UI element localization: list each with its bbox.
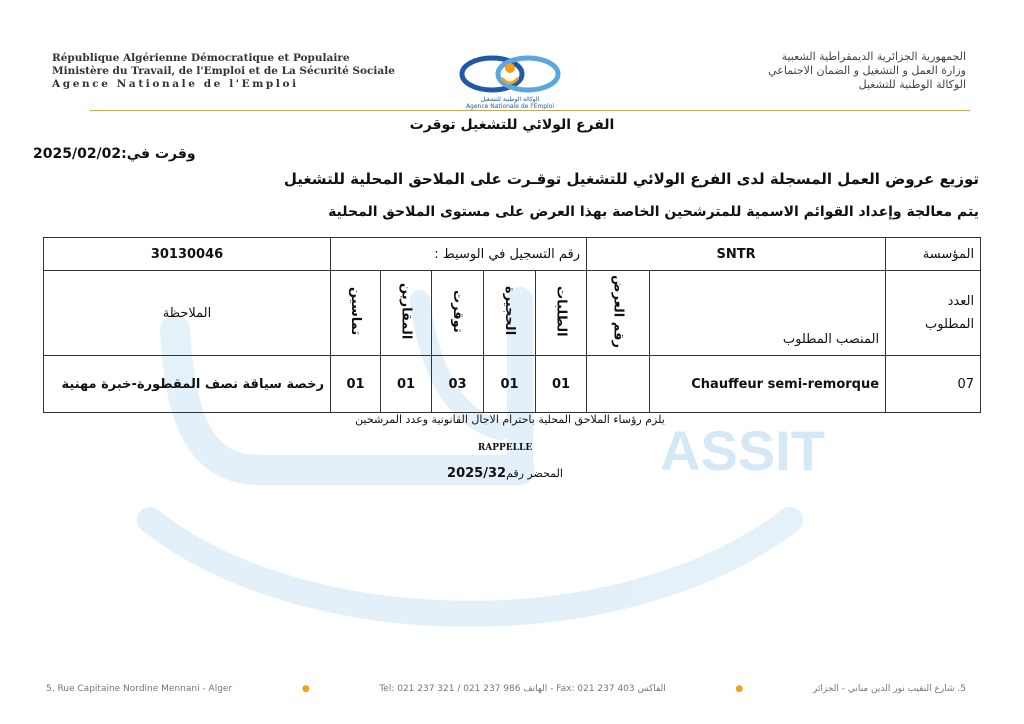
cell-touggourt: 03 [432, 356, 484, 413]
header-touggourt-text: توقرت [450, 289, 466, 333]
document-date [33, 146, 196, 162]
job-offers-table [43, 237, 981, 413]
header-french [52, 52, 432, 91]
header-meggarine-text: المقارين [398, 282, 414, 340]
header-hjira-text: الحجيرة [502, 286, 518, 336]
header-requests-text: الطلبات [553, 285, 569, 337]
table-row [44, 356, 981, 413]
header-count-line-2: المطلوب [925, 317, 975, 332]
cell-tamacine: 01 [331, 356, 381, 413]
header-position: المنصب المطلوب [650, 271, 886, 356]
footer-address-fr: 5. Rue Capitaine Nordine Mennani - Alger [46, 684, 233, 694]
header-tamacine [331, 271, 381, 356]
header-offer-number-text: رقم العرض [610, 274, 626, 348]
cell-hjira: 01 [484, 356, 536, 413]
footer-address [46, 684, 966, 694]
watermark-text: ASSIT [660, 419, 825, 482]
institution-value: SNTR [587, 238, 886, 271]
header-ar-line-1: الجمهورية الجزائرية الديمقراطية الشعبية [781, 50, 966, 63]
pv-value: 2025/32 [447, 466, 507, 481]
header-count [886, 271, 981, 356]
logo-caption [445, 96, 575, 110]
registration-value: 30130046 [44, 238, 331, 271]
footnote: يلزم رؤساء الملاحق المحلية باحترام الاجال القانونية وعدد المرشحين [355, 413, 665, 426]
intro-line-1: توزيع عروض العمل المسجلة لدى الفرع الولائي للتشغيل توقـرت على الملاحق المحلية للتشغيل [283, 170, 979, 188]
footer-separator-icon: ● [735, 684, 744, 694]
header-tamacine-text: تماسين [348, 286, 364, 336]
date-value: 2025/02/02 [33, 146, 122, 162]
header-fr-line-2: Ministère du Travail, de l'Emploi et de La Sécurité Sociale [52, 65, 395, 77]
header-touggourt [432, 271, 484, 356]
header-count-line-1: العدد [947, 294, 975, 309]
header-ar-line-3: الوكالة الوطنية للتشغيل [858, 78, 966, 91]
cell-meggarine: 01 [381, 356, 432, 413]
cell-offer-number [587, 356, 650, 413]
pv-reference [360, 466, 650, 481]
header-ar-line-2: وزارة العمل و التشغيل و الضمان الاجتماعي [768, 64, 966, 77]
table-row-institution [44, 238, 981, 271]
pv-label: المحضر رقم [506, 467, 563, 480]
footer-separator-icon: ● [301, 684, 310, 694]
header-divider [90, 110, 970, 111]
header-requests [536, 271, 587, 356]
header-hjira [484, 271, 536, 356]
header-remark: الملاحظة [44, 271, 331, 356]
intro-line-2: يتم معالجة وإعداد القوائم الاسمية للمترشحين الخاصة بهذا العرض على مستوى الملاحق المحلية [328, 204, 979, 220]
registration-label: رقم التسجيل في الوسيط : [331, 238, 587, 271]
branch-title: الفرع الولائي للتشغيل توقرت [409, 117, 615, 133]
header-meggarine [381, 271, 432, 356]
cell-remark: رخصة سياقة نصف المقطورة-خبرة مهنية [44, 356, 331, 413]
rappelle-label: RAPPELLE [477, 443, 533, 453]
institution-label: المؤسسة [886, 238, 981, 271]
cell-requests: 01 [536, 356, 587, 413]
header-fr-line-1: République Algérienne Démocratique et Populaire [52, 52, 350, 64]
logo-caption-ar: الوكالة الوطنية للتشغيل [480, 96, 540, 103]
header-offer-number [587, 271, 650, 356]
footer-contact: Tel: 021 237 321 / 021 237 986 الهاتف - Fax: 021 237 403 الفاكس [379, 684, 666, 694]
header-fr-line-3: Agence Nationale de l'Emploi [52, 78, 299, 90]
date-label: وقرت في: [121, 146, 196, 162]
logo-caption-fr: Agence Nationale de l'Emploi [465, 103, 555, 110]
header-arabic [586, 50, 966, 92]
footer-address-ar: 5. شارع النقيب نور الدين مناني - الجزائر [812, 684, 966, 694]
cell-position: Chauffeur semi-remorque [650, 356, 886, 413]
cell-count: 07 [886, 356, 981, 413]
table-header-row [44, 271, 981, 356]
